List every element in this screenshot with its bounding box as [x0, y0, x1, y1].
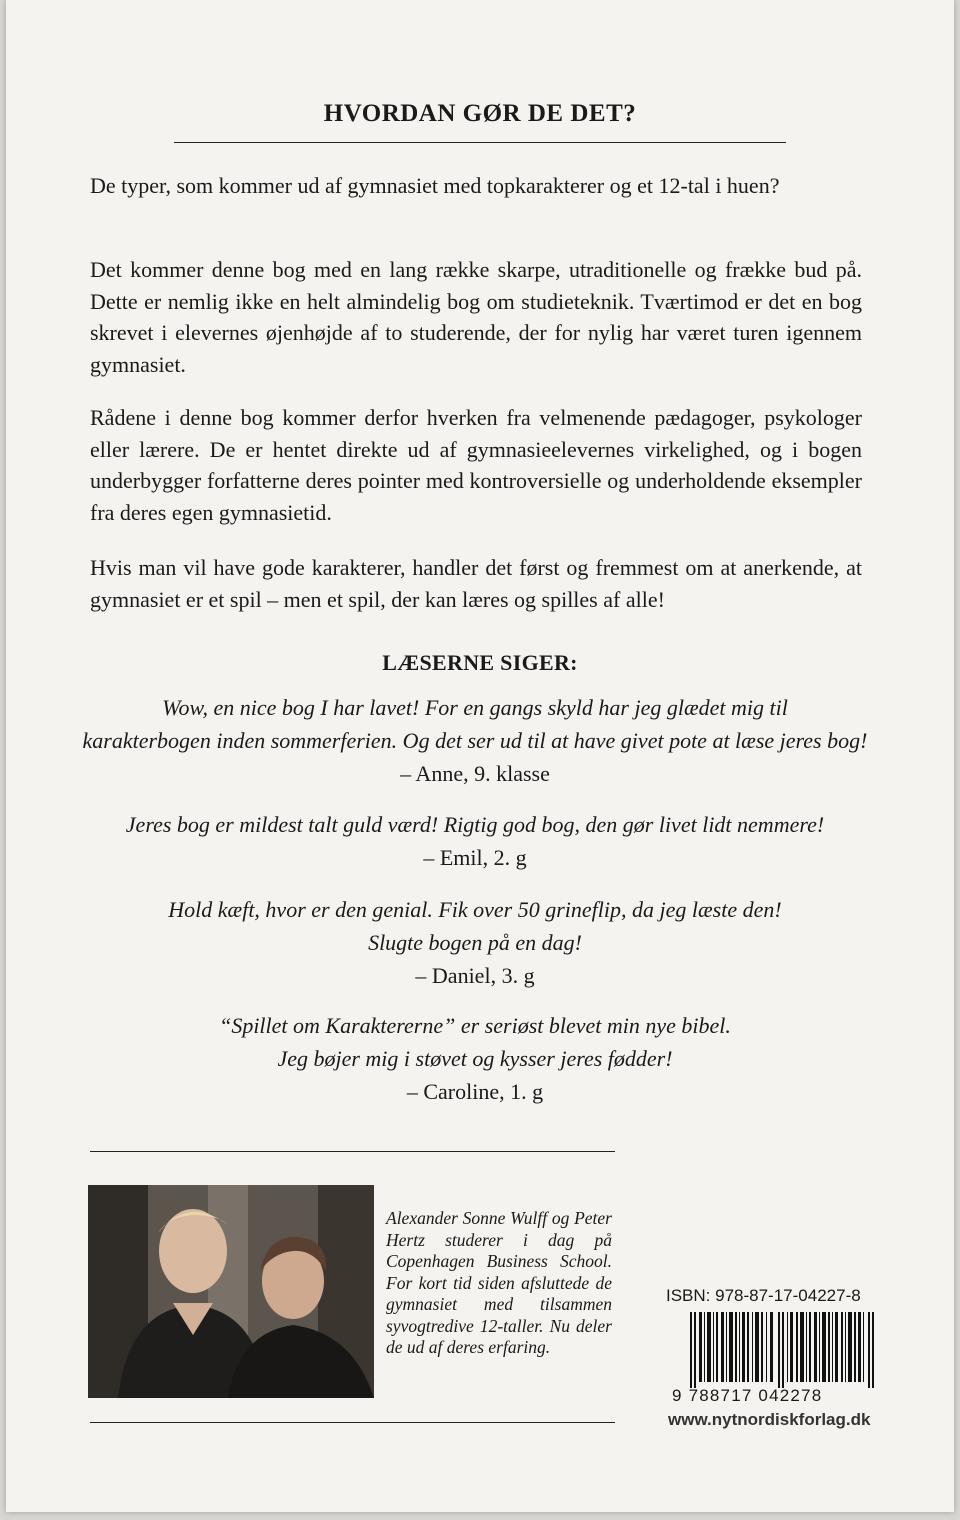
quote-text: “Spillet om Karaktererne” er seriøst blevet min nye bibel.: [219, 1013, 731, 1038]
paragraph-intro: De typer, som kommer ud af gymnasiet med topkarakterer og et 12-tal i huen?: [90, 173, 780, 198]
quote-text: Jeg bøjer mig i støvet og kysser jeres fødder!: [277, 1046, 673, 1071]
publisher-website: www.nytnordiskforlag.dk: [668, 1410, 871, 1429]
paragraph-description: Det kommer denne bog med en lang række skarpe, utraditionelle og frække bud på. Dette er nemlig ikke en helt almindelig bog om studieteknik. Tværtimod er det en bog skrevet i elevernes øjenhøjde af to studerende, der for nylig har været turen igennem gymnasiet.: [90, 257, 862, 377]
quote-text: Wow, en nice bog I har lavet! For en gangs skyld har jeg glædet mig til: [162, 695, 788, 720]
page-title: HVORDAN GØR DE DET?: [323, 100, 637, 127]
isbn-label: ISBN: 978-87-17-04227-8: [666, 1286, 861, 1305]
author-photo: [88, 1185, 374, 1398]
quote-text: karakterbogen inden sommerferien. Og det ser ud til at have givet pote at læse jeres bog!: [82, 728, 868, 753]
barcode-icon: [690, 1312, 876, 1388]
quote-caroline: [60, 1009, 890, 1108]
quote-text: Hold kæft, hvor er den genial. Fik over 50 grineflip, da jeg læste den!: [168, 897, 782, 922]
quote-anne: [60, 691, 890, 790]
bio-divider-top: [90, 1151, 615, 1152]
bio-divider-bottom: [90, 1422, 615, 1423]
quote-author: – Anne, 9. klasse: [400, 761, 550, 786]
title-divider: [174, 142, 786, 143]
paragraph-conclusion: Hvis man vil have gode karakterer, handler det først og fremmest om at anerkende, at gymnasiet er et spil – men et spil, der kan læres og spilles af alle!: [90, 555, 862, 612]
author-bio: Alexander Sonne Wulff og Peter Hertz studerer i dag på Copenhagen Business School. For kort tid siden afsluttede de gymnasiet med tilsammen syvogtredive 12-taller. Nu deler de ud af deres erfaring.: [386, 1208, 612, 1357]
barcode-number: 9 788717 042278: [672, 1386, 823, 1405]
quote-author: – Caroline, 1. g: [406, 1079, 544, 1104]
quote-daniel: [60, 893, 890, 992]
readers-heading: LÆSERNE SIGER:: [382, 650, 578, 675]
quote-text: Jeres bog er mildest talt guld værd! Rigtig god bog, den gør livet lidt nemmere!: [125, 812, 825, 837]
quote-text: Slugte bogen på en dag!: [368, 930, 582, 955]
author-photo-icon: [88, 1185, 374, 1398]
paragraph-advice: Rådene i denne bog kommer derfor hverken fra velmenende pædagoger, psykologer eller lærere. De er hentet direkte ud af gymnasieelevernes virkelighed, og i bogen underbygger forfatterne deres pointer med kontroversielle og underholdende eksempler fra deres egen gymnasietid.: [90, 405, 862, 525]
quote-emil: [60, 808, 890, 874]
quote-author: – Emil, 2. g: [423, 845, 527, 870]
quote-author: – Daniel, 3. g: [415, 963, 535, 988]
